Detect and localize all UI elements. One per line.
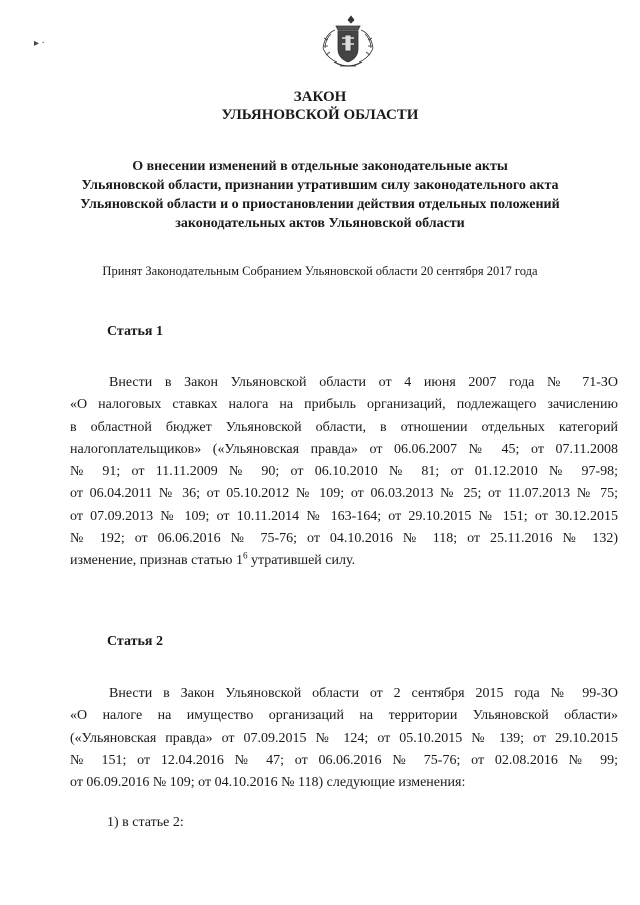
subtitle-line: О внесении изменений в отдельные законодательные акты [132,159,508,174]
adoption-note: Принят Законодательным Собранием Ульяновской области 20 сентября 2017 года [102,264,538,278]
text-line: Внести в Закон Ульяновской области от 4 июня 2007 года № 71-ЗО [109,375,618,390]
scan-mark: ▸ · [34,38,45,49]
text-line: № 91; от 11.11.2009 № 90; от 06.10.2010 № 81; от 01.12.2010 № 97-98; [70,464,618,480]
article-2-heading: Статья 2 [107,634,163,649]
text-fragment: изменение, признав статью 1 [70,553,243,569]
subtitle-line: Ульяновской области и о приостановлении действия отдельных положений [80,197,560,212]
text-line: налогоплательщиков» («Ульяновская правда» от 06.06.2007 № 45; от 07.11.2008 [70,441,618,457]
text-line: Внести в Закон Ульяновской области от 2 сентября 2015 года № 99-ЗО [109,686,618,701]
text-line: № 192; от 06.06.2016 № 75-76; от 04.10.2016 № 118; от 25.11.2016 № 132) [70,531,618,547]
subtitle-line: Ульяновской области, признании утратившим силу законодательного акта [81,178,559,193]
law-region: УЛЬЯНОВСКОЙ ОБЛАСТИ [221,107,419,123]
text-line: от 06.04.2011 № 36; от 05.10.2012 № 109; от 06.03.2013 № 25; от 11.07.2013 № 75; [70,486,618,502]
coat-of-arms-emblem [312,14,384,72]
text-line: от 06.09.2016 № 109; от 04.10.2016 № 118) следующие изменения: [70,775,466,791]
subtitle-line: законодательных актов Ульяновской области [175,216,465,231]
text-line [70,550,618,572]
text-line: «О налоговых ставках налога на прибыль организаций, подлежащего зачислению [70,397,618,413]
list-item: 1) в статье 2: [107,815,184,830]
text-line: в областной бюджет Ульяновской области, в отношении отдельных категорий [70,419,618,435]
text-line: от 07.09.2013 № 109; от 10.11.2014 № 163-164; от 29.10.2015 № 151; от 30.12.2015 [70,508,618,524]
article-2-text [70,683,618,794]
law-subtitle [60,157,580,233]
article-1-heading: Статья 1 [107,324,163,339]
text-line: № 151; от 12.04.2016 № 47; от 06.06.2016 № 75-76; от 02.08.2016 № 99; [70,752,618,768]
text-line: («Ульяновская правда» от 07.09.2015 № 124; от 05.10.2015 № 139; от 29.10.2015 [70,730,618,746]
text-fragment: утратившей силу. [247,553,356,569]
law-title: ЗАКОН [293,89,347,105]
superscript: 6 [242,550,248,561]
text-line: «О налоге на имущество организаций на территории Ульяновской области» [70,708,618,724]
article-1-text [70,372,618,573]
